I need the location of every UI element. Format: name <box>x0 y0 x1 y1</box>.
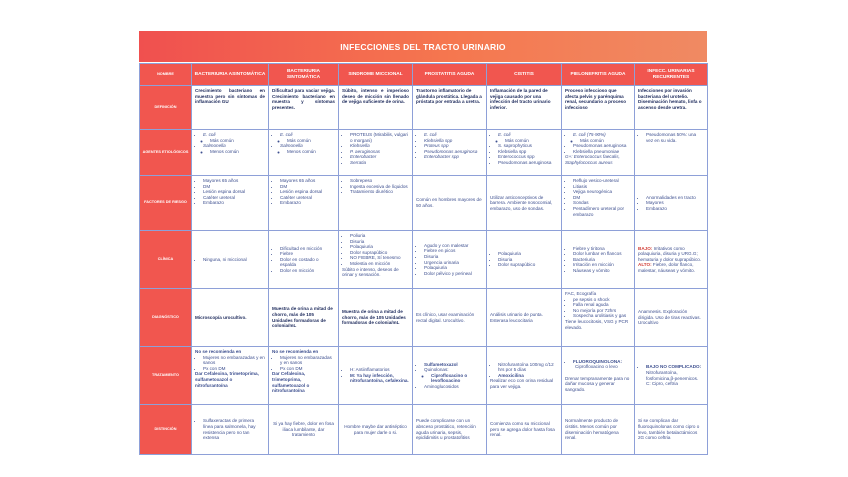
list-item: • Dolor pélvico y perineal <box>424 271 483 277</box>
cell-text: No se recomienda en <box>195 349 242 354</box>
list-item: • Pseudomonas aeruginosa <box>424 149 483 155</box>
cell-text: Si se complican <box>638 418 671 424</box>
list-item: • Lesión espina dorsal <box>280 189 335 195</box>
table-cell: Anamnesis. Exploración dirigida. Uso de tiras reactivas. Urocultivo <box>635 289 708 347</box>
list-item: • Proteus spp <box>424 143 483 149</box>
col-header-bacteriuria-asintomatica: BACTERIURIA ASINTOMÁTICA <box>192 64 269 86</box>
row-clinica <box>140 231 708 289</box>
cell-text: Nitrofurantoína, fosfomicina,β-penemicos. C: Cipro, ceftria <box>646 369 699 387</box>
list-item: ◦ Más común <box>505 138 558 144</box>
row-definicion <box>140 86 708 130</box>
list-item: • Falla renal aguda <box>573 302 631 308</box>
table-cell <box>192 347 269 405</box>
list-item: • Disuria <box>350 239 409 245</box>
table-cell: Microscopía urocultivo. <box>192 289 269 347</box>
list-item: • Klebsiella <box>350 143 409 149</box>
list-item: • Ingesta excesiva de líquidos <box>350 184 409 190</box>
list-item: • Embarazo <box>203 200 265 206</box>
table-cell: Común en hombres mayores de 50 años. <box>413 176 487 231</box>
list-item: • Disuria <box>424 254 483 260</box>
cell-text: G+: Enterococcus faecalis, Staphylococcus aureus <box>565 154 620 165</box>
table-cell <box>339 231 413 289</box>
table-cell <box>192 231 269 289</box>
list-item: • Ninguna, ni miccional <box>203 257 265 263</box>
list-item: • H: Antiinflamatorios <box>350 367 409 373</box>
list-item: • Dolor suprapúbico <box>350 250 409 256</box>
list-item: • Dificultad en micción <box>280 246 335 252</box>
list-item: • Molestia en micción <box>350 261 409 267</box>
cell-text: dar fluoroquinolonas como cipro o levo, también betalactámicos 2G como ceftria <box>638 418 700 441</box>
list-item: • Bacteriuria <box>573 257 631 263</box>
list-item: • Amoxicilina <box>498 373 558 379</box>
table-cell: Análisis urinario de punta. Esterasa leucocitaria <box>487 289 562 347</box>
cell-text: Irritativos como polaquiuria, disuria y URG.G; hematuria y dolor suprapúbico. <box>638 245 702 262</box>
list-item: • Aminoglucosidos <box>424 384 483 390</box>
table-cell: Crecimiento bacteriano en muestra pero sin síntomas de inflamación GU <box>192 86 269 130</box>
list-item: • E. coli <box>203 132 265 138</box>
list-item: ◦ Ciprofloxacino o levofloxacino <box>431 373 483 384</box>
list-item: • Agudo y con malestar <box>424 243 483 249</box>
list-item: • Urgencia urinaria <box>424 260 483 266</box>
table-cell: Infecciones por invasión bacteriana del urotelio. Diseminación hemato, linfa o ascenso desde uretra. <box>635 86 708 130</box>
row-riesgo <box>140 176 708 231</box>
table-cell <box>487 231 562 289</box>
table-cell: Hombre maybe dar antiséptico para mujer darle o si. <box>339 405 413 455</box>
list-item: • FLUOROQUINOLONA: <box>573 359 631 365</box>
col-header-bacteriuria-sintomatica: BACTERIURIA SINTOMÁTICA <box>269 64 339 86</box>
cell-text: Dar Cefalexina, trimetoprima, sulfametoxazol o nitrofurantoína <box>195 371 259 388</box>
col-header-prostatitis: PROSTATITIS AGUDA <box>413 64 487 86</box>
list-item: • Anormalidades en tracto <box>646 195 704 201</box>
cell-text: Dar Cefalexina, trimetoprima, sulfametoxazol o nitrofurantoína <box>272 371 310 394</box>
table-cell <box>269 347 339 405</box>
row-label: DIAGNÓSTICO <box>140 289 192 347</box>
list-item: • DM <box>280 184 335 190</box>
list-item: • Embarazo <box>646 206 704 212</box>
list-item: ◦ Más común <box>580 138 631 144</box>
list-item: • DM <box>203 184 265 190</box>
table-cell: Muestra de orina a mitad de chorro, más de 105 Unidades formadoras de colonia/mL <box>269 289 339 347</box>
cell-text: Ciprofloxacino o levo <box>575 364 618 370</box>
list-item: • E. coli <box>280 132 335 138</box>
list-item: • Mujeres no embarazadas y en sanos <box>203 355 265 366</box>
list-item: • Polaquiuria <box>350 244 409 250</box>
row-distincion <box>140 405 708 455</box>
col-header-recurrentes: INFECC. URINARIAS RECURRENTES <box>635 64 708 86</box>
list-item: • Mujeres no embarazadas y en sanos <box>280 355 335 366</box>
table-cell: Trastorno inflamatorio de glándula prostática. Llegada a próstata por entrada a uretra. <box>413 86 487 130</box>
list-item: • PROTEUS (Mirabilis, vulgari o morgani) <box>350 132 409 143</box>
list-item: • Dolor suprapúbico <box>498 262 558 268</box>
list-item: • Poliuria <box>350 233 409 239</box>
cell-text: Fiebre, dolor flanco, malestar, náuseas y vómito. <box>638 262 695 273</box>
row-tratamiento <box>140 347 708 405</box>
list-item: • M: Ya hay infección, nitrofurantoína, cefalexina. <box>350 373 409 384</box>
itu-table <box>139 63 708 455</box>
list-item: • Catéter ureteral <box>280 195 335 201</box>
table-cell: Dificultad para vaciar vejiga. Crecimiento bacteriano en muestra y síntomas presentes. <box>269 86 339 130</box>
cell-text: FAC, Ecografía <box>565 291 597 296</box>
list-item: • Polaquiuria <box>424 265 483 271</box>
list-item: • Fiebre y tiritona <box>573 246 631 252</box>
list-item: • Disuria <box>498 257 558 263</box>
list-item: • Dolor lumbar en flancos <box>573 251 631 257</box>
table-cell <box>339 176 413 231</box>
col-header-sindrome-miccional: SINDROME MICCIONAL <box>339 64 413 86</box>
table-cell <box>339 347 413 405</box>
table-cell: Si ya hay fiebre, dolor en fosa iliaca lumbilante, dar tratamiento <box>269 405 339 455</box>
list-item: • Enterococcus spp <box>498 154 558 160</box>
table-cell: Puede complicarse con un absceso prostático, retención aguda urinaria, sepsis, epididimitis u prostatofitiss <box>413 405 487 455</box>
cell-text: Realizar eco con orina residual para ver vejiga. <box>490 378 554 389</box>
list-item: • Mayores 65 años <box>203 178 265 184</box>
col-header-cistitis: CISTITIS <box>487 64 562 86</box>
list-item: • Sospecha urolitiasis y gas <box>573 313 631 319</box>
list-item: • No mejoría por 72hrs <box>573 308 631 314</box>
table-cell <box>339 130 413 176</box>
table-cell: Muestra de orina a mitad de chorro, más de 105 Unidades formadoras de colonia/mL <box>339 289 413 347</box>
list-item: • E. coli (75-90%) <box>573 132 631 138</box>
row-agentes <box>140 130 708 176</box>
list-item: • Lesión espina dorsal <box>203 189 265 195</box>
row-diagnostico <box>140 289 708 347</box>
table-cell: Comienza como su miccional pero se agrega dolor hasta fosa renal. <box>487 405 562 455</box>
table-cell <box>635 405 708 455</box>
list-item: • Nitrofurantoína 100mg c/12 hrs por 5 días <box>498 362 558 373</box>
list-item: • BAJO NO COMPLICADO: <box>646 364 704 370</box>
list-item: • Catéter ureteral <box>203 195 265 201</box>
table-cell <box>269 176 339 231</box>
list-item: • Reflujo vesico-ureteral <box>573 178 631 184</box>
list-item: • Tratamiento diurético <box>350 189 409 195</box>
table-cell <box>413 231 487 289</box>
list-item: • Pentadímero ureteral por embarazo <box>573 206 631 217</box>
list-item: ◦ Menos común <box>287 149 335 155</box>
col-header-pielonefritis: PIELONEFRITIS AGUDA <box>562 64 635 86</box>
list-item: • Pseudomonas aeruginosa <box>573 143 631 149</box>
list-item: • Pseudomonas 50%: una vez en su vida. <box>646 132 704 143</box>
list-item: • Enterobacter spp <box>424 154 483 160</box>
table-cell: Utilizar anticonceptivos de barrera. Ambiente nosocomial, embarazo, uso de sondas. <box>487 176 562 231</box>
list-item: • E. coli <box>424 132 483 138</box>
table-cell <box>192 405 269 455</box>
list-item: • Embarazo <box>280 200 335 206</box>
col-header-nombre: NOMBRE <box>140 64 192 86</box>
list-item: • Sulfametoxazol <box>424 362 483 368</box>
list-item: • S. saprophyticus <box>498 143 558 149</box>
row-label: FACTORES DE RIESGO <box>140 176 192 231</box>
list-item: • Enterobacter <box>350 154 409 160</box>
table-cell <box>413 130 487 176</box>
title-banner <box>139 31 707 62</box>
table-cell: Súbito, intenso e imperioso deseo de micción sin llenado de vejiga suficiente de orina. <box>339 86 413 130</box>
list-item: • Px con DM <box>203 366 265 372</box>
table-cell: Es clínico, usar examinación rectal digital. Urocultivo. <box>413 289 487 347</box>
list-item: • Litiasis <box>573 184 631 190</box>
list-item: • Quinolonas: <box>424 367 483 373</box>
row-label: DEFINICIÓN <box>140 86 192 130</box>
table-cell <box>562 231 635 289</box>
list-item: • Klebsiella pneumoniae <box>573 149 631 155</box>
list-item: • Sobrepeso <box>350 178 409 184</box>
table-cell <box>269 231 339 289</box>
list-item: • Polaquiuria <box>498 251 558 257</box>
cell-text: BAJO: <box>638 245 653 251</box>
header-row <box>140 64 708 86</box>
list-item: • Sondas <box>573 200 631 206</box>
table-cell: Inflamación de la pared de vejiga causado por una infección del tracto urinario inferior. <box>487 86 562 130</box>
list-item: • Sulfaxeractas de primera línea para salmonela, hay resistencia pero no tan extensa <box>203 418 265 440</box>
table-cell: Normalmente producto de cistitis. Menos común por diseminación hematógena renal. <box>562 405 635 455</box>
table-cell <box>562 130 635 176</box>
table-cell <box>562 176 635 231</box>
list-item: • Dolor en micción <box>280 268 335 274</box>
table-cell <box>192 176 269 231</box>
page-title: INFECCIONES DEL TRACTO URINARIO <box>340 41 506 52</box>
list-item: • Klebsiella spp <box>424 138 483 144</box>
list-item: • Px con DM <box>280 366 335 372</box>
table-cell <box>487 347 562 405</box>
list-item: • Dolor en costado o espalda <box>280 257 335 268</box>
list-item: • Klebsiella spp <box>498 149 558 155</box>
list-item: • Pseudomonas aeruginosa <box>498 160 558 166</box>
cell-text: Súbito e intenso, deseos de orinar y sensación. <box>342 266 399 278</box>
list-item: • Serratia <box>350 160 409 166</box>
list-item: • Mayores <box>646 200 704 206</box>
list-item: • Náuseas y vómito <box>573 268 631 274</box>
row-label: AGENTES ETIOLÓGICOS <box>140 130 192 176</box>
list-item: • Fiebre <box>280 251 335 257</box>
list-item: • Salmonella <box>203 143 265 149</box>
list-item: • Mayores 65 años <box>280 178 335 184</box>
cell-text: ALTO: <box>638 262 652 268</box>
cell-text: Drenar tempranamente para no dañar mucosa y generar sangrado. <box>565 375 630 392</box>
list-item: • Salmonella <box>280 143 335 149</box>
list-item: • NO FIEBRE, Sí tenesmo <box>350 255 409 261</box>
list-item: • Fiebre en picos <box>424 248 483 254</box>
row-label: CLÍNICA <box>140 231 192 289</box>
table-cell <box>413 347 487 405</box>
list-item: ◦ Más común <box>287 138 335 144</box>
table-cell <box>192 130 269 176</box>
table-cell <box>635 347 708 405</box>
list-item: ◦ Menos común <box>210 149 265 155</box>
list-item: • P. aeruginosas <box>350 149 409 155</box>
list-item: ◦ Más común <box>210 138 265 144</box>
table-cell <box>635 176 708 231</box>
list-item: • E. coli <box>498 132 558 138</box>
table-cell <box>562 347 635 405</box>
table-cell <box>487 130 562 176</box>
table-cell <box>562 289 635 347</box>
list-item: • Vejiga neurogénica <box>573 189 631 195</box>
table-cell <box>635 231 708 289</box>
list-item: • Irritación en micción <box>573 262 631 268</box>
table-cell <box>635 130 708 176</box>
cell-text: Tiene leucocitosis, VSG y PCR elevado. <box>565 318 629 330</box>
list-item: • DM <box>573 195 631 201</box>
cell-text: No se recomienda en <box>272 349 319 354</box>
list-item: • pe sepsis o shock <box>573 297 631 303</box>
row-label: TRATAMIENTO <box>140 347 192 405</box>
row-label: DISTINCIÓN <box>140 405 192 455</box>
table-cell <box>269 130 339 176</box>
table-cell: Proceso infeccioso que afecta pelvis y parénquima renal, secundario a proceso infeccioso <box>562 86 635 130</box>
